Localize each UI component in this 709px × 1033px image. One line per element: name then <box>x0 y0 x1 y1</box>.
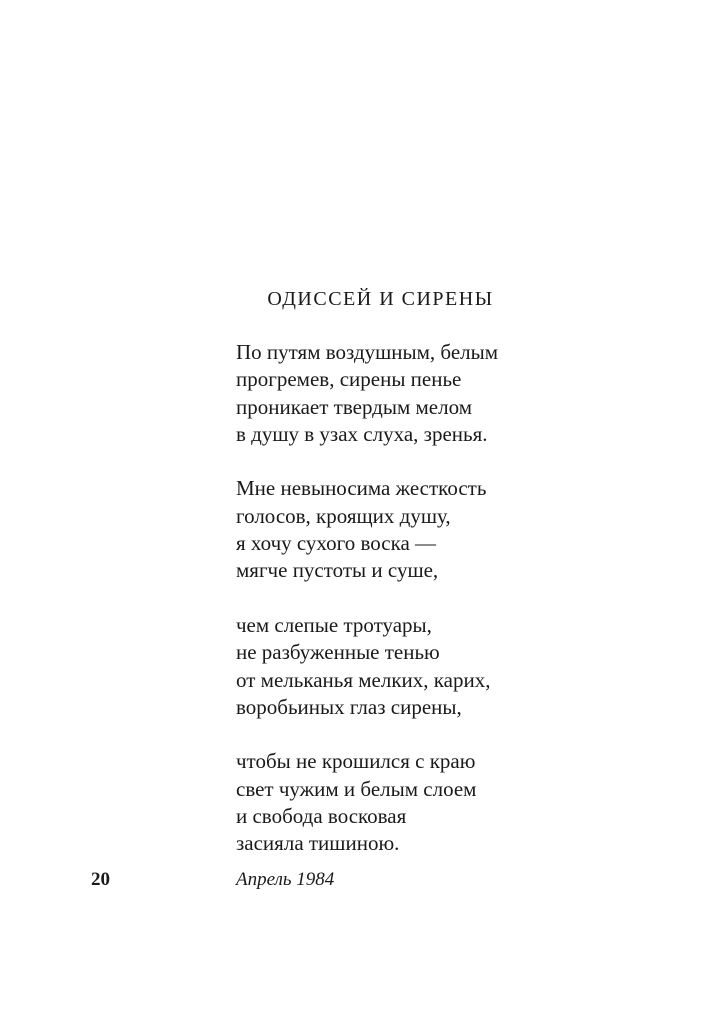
poem-line: Мне невыносима жесткость <box>236 476 487 501</box>
poem-line: воробьиных глаз сирены, <box>236 694 462 719</box>
poem-line: проникает твердым мелом <box>236 394 472 419</box>
poem-line: я хочу сухого воска — <box>236 531 437 556</box>
page-number: 20 <box>91 869 110 890</box>
poem-line: голосов, кроящих душу, <box>236 503 451 528</box>
poem-line: не разбуженные тенью <box>236 640 440 665</box>
stanza-4 <box>236 748 498 857</box>
poem-line: чтобы не крошился с краю <box>236 749 476 774</box>
poem-title: ОДИССЕЙ И СИРЕНЫ <box>267 288 494 310</box>
poem-line: мягче пустоты и суше, <box>236 558 439 583</box>
poem-line: прогремев, сирены пенье <box>236 367 462 392</box>
poem-line: свет чужим и белым слоем <box>236 776 477 801</box>
stanza-1 <box>236 339 498 448</box>
poem-line: от мельканья мелких, карих, <box>236 667 491 692</box>
poem-date: Апрель 1984 <box>236 869 335 890</box>
stanza-3 <box>236 612 498 721</box>
poem-line: По путям воздушным, белым <box>236 340 499 364</box>
poem-line: засияла тишиною. <box>236 831 400 856</box>
poem-body <box>236 339 498 858</box>
poem-line: чем слепые тротуары, <box>236 612 432 637</box>
poem-line: и свобода восковая <box>236 804 407 829</box>
poem-line: в душу в узах слуха, зренья. <box>236 421 488 446</box>
stanza-2 <box>236 475 498 584</box>
